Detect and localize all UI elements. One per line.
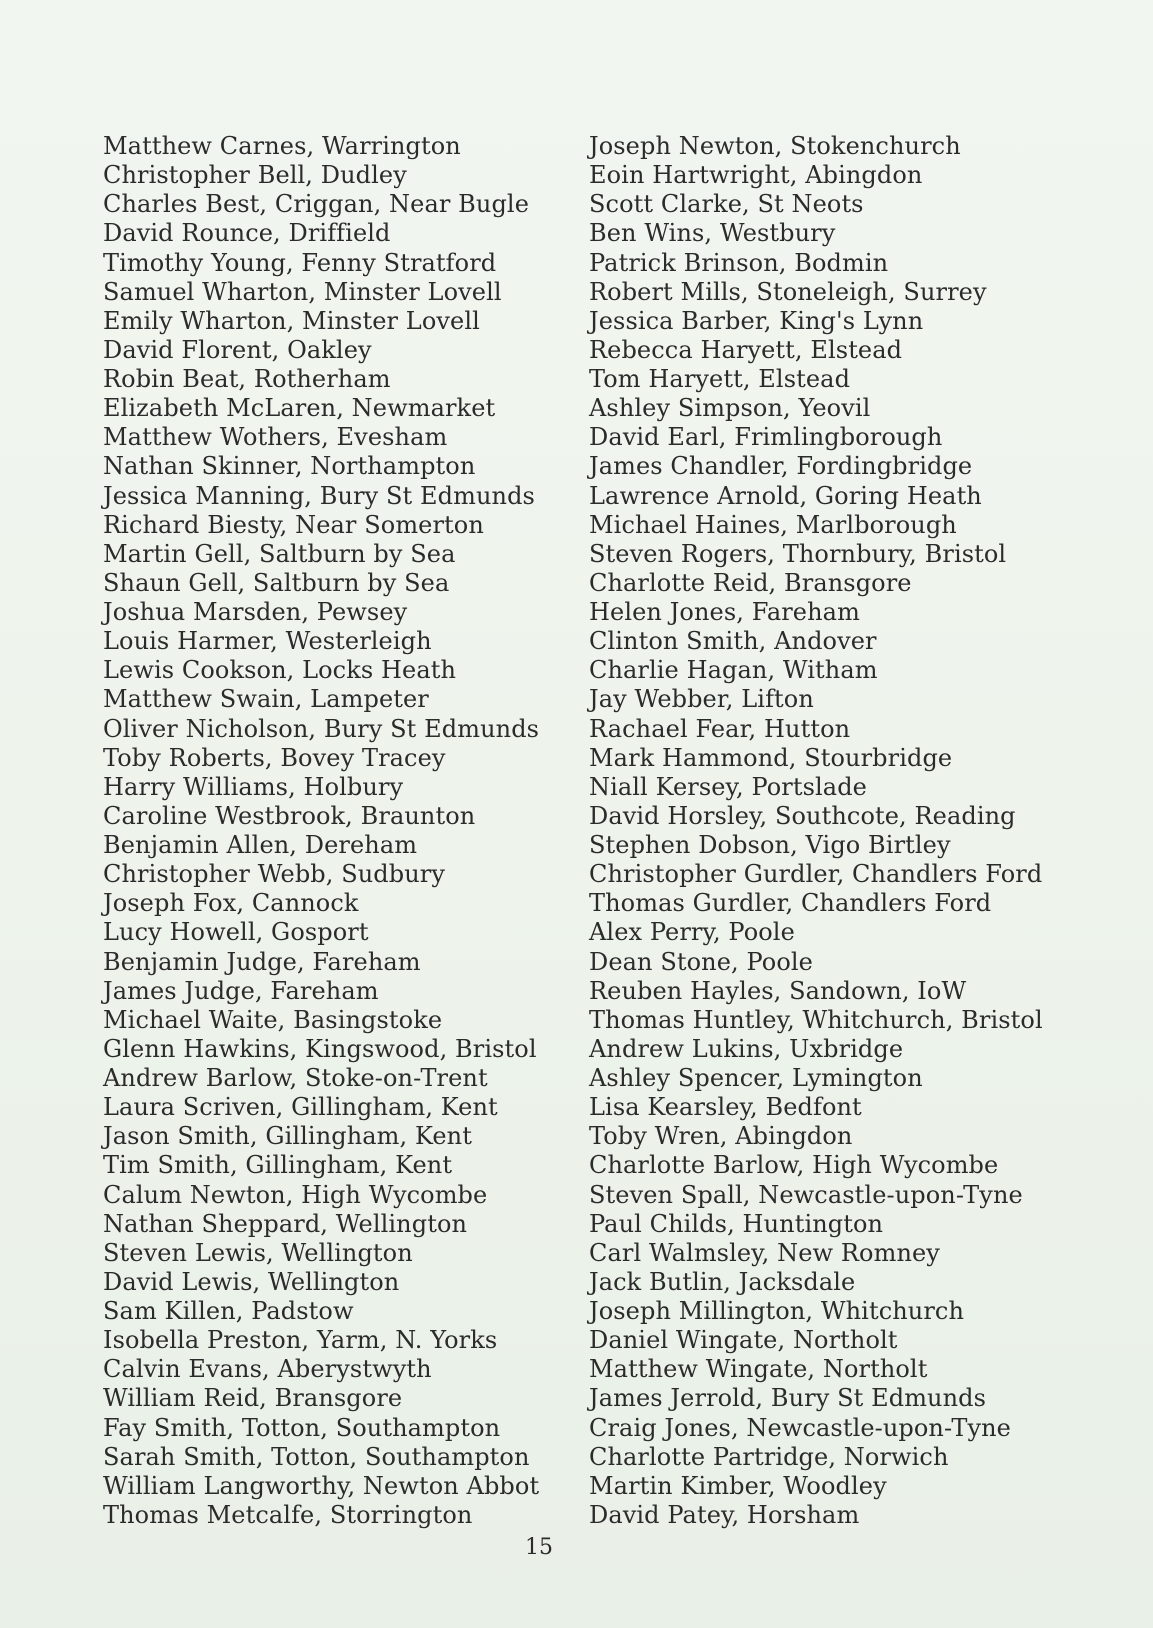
list-item: Jason Smith, Gillingham, Kent xyxy=(103,1122,472,1151)
list-item: David Florent, Oakley xyxy=(103,335,372,364)
list-item: James Jerrold, Bury St Edmunds xyxy=(589,1384,987,1413)
list-item: Samuel Wharton, Minster Lovell xyxy=(103,277,502,306)
list-item: Tim Smith, Gillingham, Kent xyxy=(103,1151,453,1180)
list-item: Oliver Nicholson, Bury St Edmunds xyxy=(103,714,540,743)
names-list-right xyxy=(589,132,1049,1530)
list-item: Louis Harmer, Westerleigh xyxy=(103,627,432,656)
page-number: 15 xyxy=(525,1535,553,1560)
list-item: Steven Lewis, Wellington xyxy=(103,1238,413,1267)
list-item: Charlie Hagan, Witham xyxy=(589,656,878,685)
list-item: Helen Jones, Fareham xyxy=(589,598,860,626)
list-item: Mark Hammond, Stourbridge xyxy=(589,743,953,772)
list-item: James Chandler, Fordingbridge xyxy=(589,452,973,481)
list-item: Stephen Dobson, Vigo Birtley xyxy=(589,831,951,859)
list-item: Charlotte Reid, Bransgore xyxy=(589,568,912,597)
names-list-left xyxy=(103,132,553,1530)
list-item: Lewis Cookson, Locks Heath xyxy=(103,656,457,685)
list-item: Andrew Barlow, Stoke-on-Trent xyxy=(103,1064,488,1092)
list-item: Caroline Westbrook, Braunton xyxy=(103,801,476,830)
list-item: Charlotte Partridge, Norwich xyxy=(589,1442,949,1471)
list-item: David Horsley, Southcote, Reading xyxy=(589,801,1016,830)
list-item: Joseph Millington, Whitchurch xyxy=(589,1297,965,1325)
list-item: Toby Roberts, Bovey Tracey xyxy=(103,743,446,772)
list-item: Matthew Wothers, Evesham xyxy=(103,423,448,452)
list-item: Daniel Wingate, Northolt xyxy=(589,1326,898,1355)
list-item: Robin Beat, Rotherham xyxy=(103,365,391,393)
list-item: Charlotte Barlow, High Wycombe xyxy=(589,1151,999,1180)
list-item: Craig Jones, Newcastle-upon-Tyne xyxy=(589,1413,1011,1442)
list-item: Ashley Spencer, Lymington xyxy=(589,1064,923,1092)
list-item: Rebecca Haryett, Elstead xyxy=(589,335,903,364)
list-item: Tom Haryett, Elstead xyxy=(589,365,851,393)
list-item: Ashley Simpson, Yeovil xyxy=(589,394,871,423)
list-item: Isobella Preston, Yarm, N. Yorks xyxy=(103,1326,498,1355)
list-item: Sam Killen, Padstow xyxy=(103,1297,354,1325)
list-item: Matthew Swain, Lampeter xyxy=(103,685,429,714)
list-item: Reuben Hayles, Sandown, IoW xyxy=(589,976,967,1005)
list-item: Nathan Skinner, Northampton xyxy=(103,452,476,481)
list-item: Sarah Smith, Totton, Southampton xyxy=(103,1442,530,1471)
list-item: Niall Kersey, Portslade xyxy=(589,772,867,801)
list-item: William Reid, Bransgore xyxy=(103,1384,403,1413)
list-item: Carl Walmsley, New Romney xyxy=(589,1238,940,1267)
list-item: Harry Williams, Holbury xyxy=(103,772,404,801)
list-item: Emily Wharton, Minster Lovell xyxy=(103,306,480,335)
list-item: Benjamin Judge, Fareham xyxy=(103,947,421,976)
list-item: Rachael Fear, Hutton xyxy=(589,714,851,743)
list-item: Martin Gell, Saltburn by Sea xyxy=(103,539,456,568)
list-item: Toby Wren, Abingdon xyxy=(589,1122,853,1151)
list-item: Steven Rogers, Thornbury, Bristol xyxy=(589,539,1007,568)
list-item: Nathan Sheppard, Wellington xyxy=(103,1209,468,1238)
list-item: Thomas Huntley, Whitchurch, Bristol xyxy=(589,1005,1043,1034)
list-item: Lucy Howell, Gosport xyxy=(103,918,369,947)
list-item: Charles Best, Criggan, Near Bugle xyxy=(103,190,529,219)
list-item: Ben Wins, Westbury xyxy=(589,219,836,248)
list-item: Steven Spall, Newcastle-upon-Tyne xyxy=(589,1180,1023,1209)
list-item: Patrick Brinson, Bodmin xyxy=(589,248,889,277)
list-item: Christopher Webb, Sudbury xyxy=(103,860,446,889)
list-item: Michael Waite, Basingstoke xyxy=(103,1005,443,1034)
list-item: Shaun Gell, Saltburn by Sea xyxy=(103,568,450,597)
list-item: Alex Perry, Poole xyxy=(589,918,795,947)
list-item: Martin Kimber, Woodley xyxy=(589,1471,887,1500)
list-item: Elizabeth McLaren, Newmarket xyxy=(103,394,496,423)
list-item: Dean Stone, Poole xyxy=(589,947,813,976)
list-item: Matthew Carnes, Warrington xyxy=(103,132,461,160)
list-item: Clinton Smith, Andover xyxy=(589,627,877,656)
list-item: David Earl, Frimlingborough xyxy=(589,423,943,452)
list-item: Richard Biesty, Near Somerton xyxy=(103,510,484,539)
list-item: Thomas Gurdler, Chandlers Ford xyxy=(589,889,992,918)
list-item: Robert Mills, Stoneleigh, Surrey xyxy=(589,277,987,306)
list-item: Calvin Evans, Aberystwyth xyxy=(103,1355,432,1384)
list-item: Thomas Metcalfe, Storrington xyxy=(103,1500,473,1529)
list-item: William Langworthy, Newton Abbot xyxy=(103,1471,540,1500)
list-item: Benjamin Allen, Dereham xyxy=(103,831,418,859)
list-item: Fay Smith, Totton, Southampton xyxy=(103,1413,501,1442)
list-item: Scott Clarke, St Neots xyxy=(589,190,864,219)
list-item: Jessica Manning, Bury St Edmunds xyxy=(103,481,535,510)
list-item: David Patey, Horsham xyxy=(589,1500,860,1529)
list-item: Michael Haines, Marlborough xyxy=(589,510,957,539)
list-item: David Rounce, Driffield xyxy=(103,219,391,248)
list-item: Matthew Wingate, Northolt xyxy=(589,1355,928,1384)
list-item: Calum Newton, High Wycombe xyxy=(103,1180,488,1209)
list-item: Lisa Kearsley, Bedfont xyxy=(589,1093,862,1122)
list-item: Joshua Marsden, Pewsey xyxy=(103,598,408,626)
list-item: Jessica Barber, King's Lynn xyxy=(589,306,924,335)
list-item: Christopher Gurdler, Chandlers Ford xyxy=(589,860,1043,889)
list-item: Jay Webber, Lifton xyxy=(589,685,814,714)
list-item: Eoin Hartwright, Abingdon xyxy=(589,161,923,190)
list-item: Timothy Young, Fenny Stratford xyxy=(103,248,497,277)
list-item: Glenn Hawkins, Kingswood, Bristol xyxy=(103,1034,537,1063)
list-item: Joseph Newton, Stokenchurch xyxy=(589,132,961,160)
list-item: Lawrence Arnold, Goring Heath xyxy=(589,481,982,510)
list-item: Joseph Fox, Cannock xyxy=(103,889,359,918)
list-item: David Lewis, Wellington xyxy=(103,1267,400,1296)
list-item: James Judge, Fareham xyxy=(103,976,379,1005)
list-item: Andrew Lukins, Uxbridge xyxy=(589,1034,904,1063)
list-item: Paul Childs, Huntington xyxy=(589,1209,884,1238)
list-item: Jack Butlin, Jacksdale xyxy=(589,1267,856,1296)
list-item: Laura Scriven, Gillingham, Kent xyxy=(103,1093,498,1122)
list-item: Christopher Bell, Dudley xyxy=(103,161,407,190)
